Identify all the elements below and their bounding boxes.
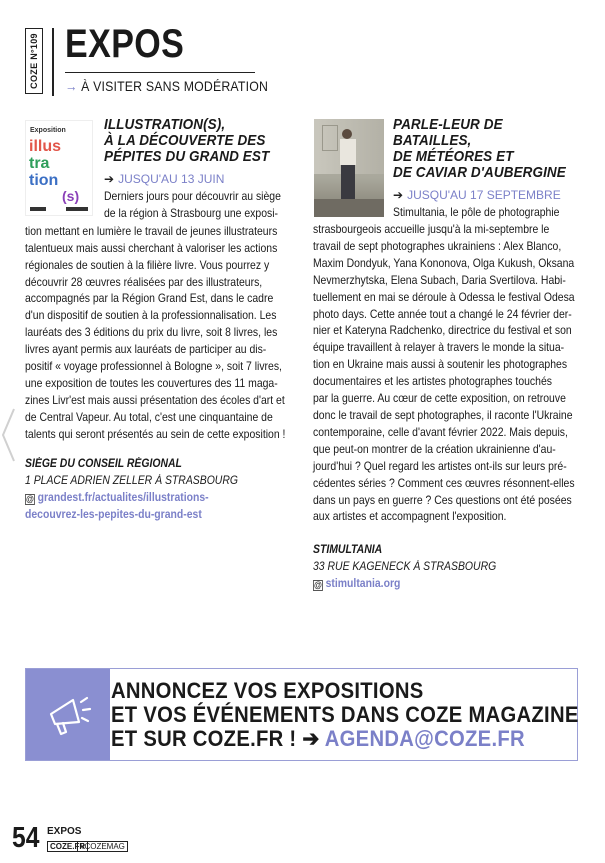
chevron-left-icon[interactable]	[0, 405, 20, 465]
body-line: Stimultania, le pôle de photographie	[393, 206, 560, 219]
poster-line: illus	[29, 138, 62, 155]
issue-label: COZE N°109	[29, 33, 39, 89]
section-title: EXPOS	[65, 22, 185, 66]
article-left-body-intro	[104, 189, 300, 223]
section-subtitle-text: À VISITER SANS MODÉRATION	[81, 78, 269, 94]
web-link-icon: @	[313, 580, 322, 590]
megaphone-icon	[43, 692, 93, 738]
body-line: Derniers jours pour découvrir au siège	[104, 190, 281, 203]
body-line: talentueux mais aussi cherchant à valoriser les actions	[25, 241, 278, 255]
article-right-body	[313, 222, 580, 526]
title-line: DE CAVIAR D'AUBERGINE	[393, 164, 566, 181]
title-line: PARLE-LEUR DE	[393, 116, 503, 133]
body-line: lauréats des 3 éditions du prix du livre, soit 8 livres, les	[25, 326, 278, 340]
article-right-address: 33 RUE KAGENECK À STRASBOURG	[313, 560, 497, 573]
body-line: livres ayant permis aux lauréats de participer au dis-	[25, 343, 267, 357]
body-line: travail de sept photographes ukrainiens : Alex Blanco,	[313, 239, 562, 253]
link-line[interactable]: decouvrez-les-pepites-du-grand-est	[25, 508, 202, 521]
body-line: talents qui seront présentés au sein de cette exposition !	[25, 427, 286, 441]
body-line: Maxim Dondyuk, Yana Kononova, Olga Kukush, Oksana	[313, 256, 575, 270]
issue-label-tab	[25, 28, 43, 94]
banner-line-2: ET VOS ÉVÉNEMENTS DANS COZE MAGAZINE	[111, 702, 579, 727]
title-line: DE MÉTÉORES ET	[393, 148, 514, 165]
body-line: contemporaine, celle d'avant février 2022. Mais depuis,	[313, 425, 568, 439]
banner-line-3-prefix: ET SUR COZE.FR !	[111, 726, 297, 751]
title-line: ILLUSTRATION(S),	[104, 116, 226, 133]
body-line: d'un dispositif de soutien à la professionnalisation. Les	[25, 309, 277, 323]
body-line: une exposition de toutes les couvertures des 11 maga-	[25, 376, 278, 390]
body-line: zines Livr'est mais aussi présentation des écoles d'art et	[25, 393, 285, 407]
arrow-right-icon: ➔	[302, 726, 320, 751]
poster-line: tra	[29, 155, 50, 172]
body-line: positif « voyage professionnel à Bologne », soit 7 livres,	[25, 360, 282, 374]
footer-hashtag: #COZEMAG	[77, 841, 128, 852]
body-line: documentaires et les artistes photographes touchés	[313, 375, 552, 389]
section-subtitle	[65, 78, 268, 94]
body-line: que peut-on montrer de la création ukrainienne d'au-	[313, 442, 556, 456]
article-right-link[interactable]	[313, 575, 400, 592]
article-right-date	[393, 188, 561, 202]
article-right-title	[393, 117, 573, 181]
title-line: PÉPITES DU GRAND EST	[104, 148, 270, 165]
poster-line: (s)	[62, 188, 80, 204]
date-text: JUSQU'AU 17 SEPTEMBRE	[407, 188, 561, 202]
poster-logo-mark	[66, 207, 88, 211]
article-left-body	[25, 224, 300, 444]
body-line: dans un pays en guerre ? Ces questions ont été posées	[313, 493, 572, 507]
article-left-link[interactable]	[25, 489, 209, 523]
article-left-title	[104, 117, 275, 165]
body-line: aux artistes et accompagnent l'exposition.	[313, 510, 507, 524]
body-line: par la guerre. Au cœur de cette exposition, on retrouve	[313, 392, 566, 406]
body-line: photo days. Cette année tout a changé le 24 février der-	[313, 307, 572, 321]
title-line: À LA DÉCOUVERTE DES	[104, 132, 266, 149]
body-line: tion en Ukraine mais aussi à soutenir les photographes	[313, 358, 568, 372]
exhibition-poster-image	[25, 120, 93, 216]
body-line: tion mettant en lumière le travail de jeunes illustrateurs	[25, 224, 278, 238]
exhibition-photo-image	[314, 119, 384, 217]
article-right-body-intro	[393, 205, 580, 222]
title-line: BATAILLES,	[393, 132, 472, 149]
article-right-venue: STIMULTANIA	[313, 543, 383, 556]
body-line: régionales de soutien à la filière livre. Vous pourrez y	[25, 258, 270, 272]
footer-section-label: EXPOS	[47, 826, 82, 837]
body-line: jourd'hui ? Quel regard les artistes ont-ils sur leurs pré-	[313, 459, 567, 473]
poster-line: Exposition	[30, 127, 66, 134]
body-line: équipe travaillent à relayer à travers le monde la situa-	[313, 341, 565, 355]
body-line: accompagnés par la Région Grand Est, dans le cadre	[25, 292, 274, 306]
page-number: 54	[12, 822, 40, 854]
article-left-date	[104, 172, 224, 186]
banner-icon-box	[26, 669, 110, 760]
body-line: de la région à Strasbourg une exposi-	[104, 206, 279, 220]
body-line: strasbourgeois accueille jusqu'à la mi-septembre le	[313, 223, 550, 236]
banner-line-1: ANNONCEZ VOS EXPOSITIONS	[111, 678, 424, 703]
body-line: tuellement en mai se déroule à Odessa le festival Odesa	[313, 290, 575, 304]
body-line: nier et Kateryna Radchenko, directrice du festival et son	[313, 324, 572, 338]
body-line: cédentes séries ? Comment ces œuvres résonnent-elles	[313, 476, 575, 490]
body-line: donc le travail de sept photographes, il raconte l'Ukraine	[313, 408, 573, 422]
body-line: de Central Vapeur. Au total, c'est une cinquantaine de	[25, 410, 273, 424]
link-line[interactable]: grandest.fr/actualites/illustrations-	[37, 491, 209, 504]
header-divider-vertical	[52, 28, 54, 96]
header-divider-horizontal	[65, 72, 255, 73]
arrow-right-icon: →	[65, 78, 78, 94]
date-text: JUSQU'AU 13 JUIN	[118, 172, 225, 186]
poster-logo-mark	[30, 207, 46, 211]
agenda-email-link[interactable]: AGENDA@COZE.FR	[324, 726, 525, 751]
link-text[interactable]: stimultania.org	[325, 577, 401, 590]
body-line: Nevmerzhytska, Elena Subach, Daria Svertilova. Habi-	[313, 273, 566, 287]
web-link-icon: @	[25, 494, 34, 504]
agenda-banner	[25, 668, 578, 761]
article-left-address: 1 PLACE ADRIEN ZELLER À STRASBOURG	[25, 474, 239, 487]
arrow-right-icon: ➔	[393, 188, 404, 202]
body-line: découvrir 28 œuvres réalisées par des illustrateurs,	[25, 275, 263, 289]
footer-site-label[interactable]: COZE.FR	[47, 841, 88, 852]
article-left-venue: SIÈGE DU CONSEIL RÉGIONAL	[25, 457, 182, 470]
arrow-right-icon: ➔	[104, 172, 115, 186]
poster-line: tion	[29, 172, 59, 189]
banner-line-3	[111, 727, 525, 751]
